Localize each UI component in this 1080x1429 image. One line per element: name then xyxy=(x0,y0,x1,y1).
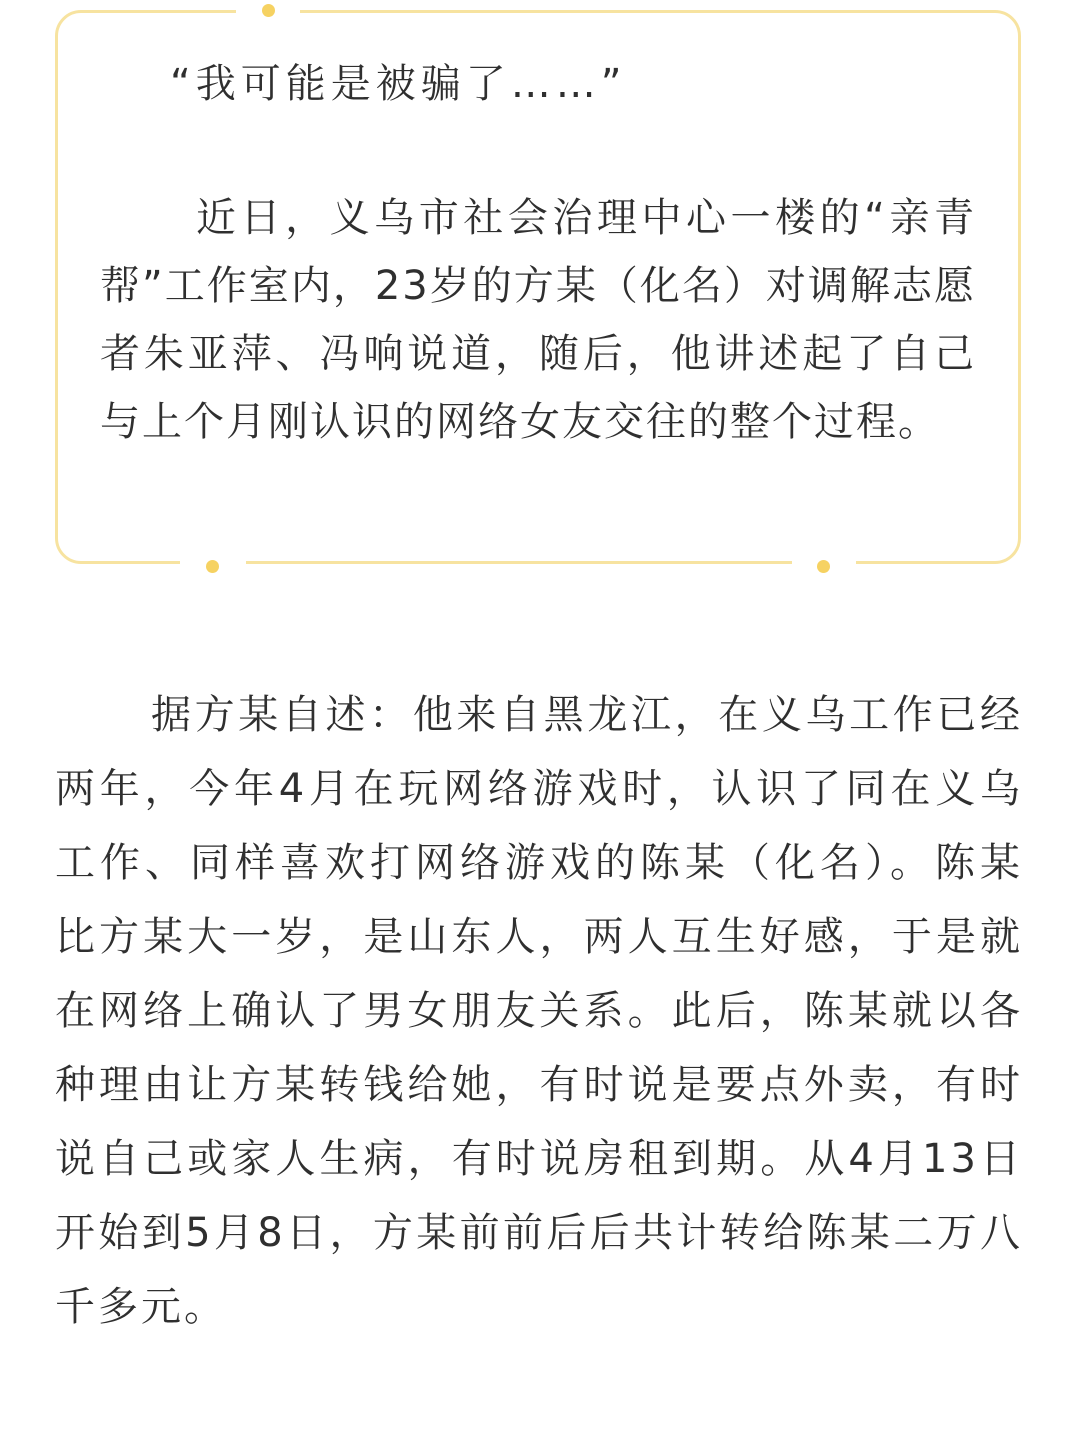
article-paragraph: 据方某自述：他来自黑龙江，在义乌工作已经两年，今年4月在玩网络游戏时，认识了同在义乌工作、同样喜欢打网络游戏的陈某（化名）。陈某比方某大一岁，是山东人，两人互生好感，于是就在网络上确认了男女朋友关系。此后，陈某就以各种理由让方某转钱给她，有时说是要点外卖，有时说自己或家人生病，有时说房租到期。从4月13日开始到5月8日，方某前前后后共计转给陈某二万八千多元。 xyxy=(55,692,1023,1330)
callout-quote: “我可能是被骗了……” xyxy=(170,61,627,107)
frame-bottom-dot-left-icon xyxy=(206,560,219,573)
frame-bottom-dot-right-icon xyxy=(817,560,830,573)
frame-top-dot-icon xyxy=(262,4,275,17)
callout-paragraph: 近日，义乌市社会治理中心一楼的“亲青帮”工作室内，23岁的方某（化名）对调解志愿者朱亚萍、冯响说道，随后，他讲述起了自己与上个月刚认识的网络女友交往的整个过程。 xyxy=(100,195,976,445)
